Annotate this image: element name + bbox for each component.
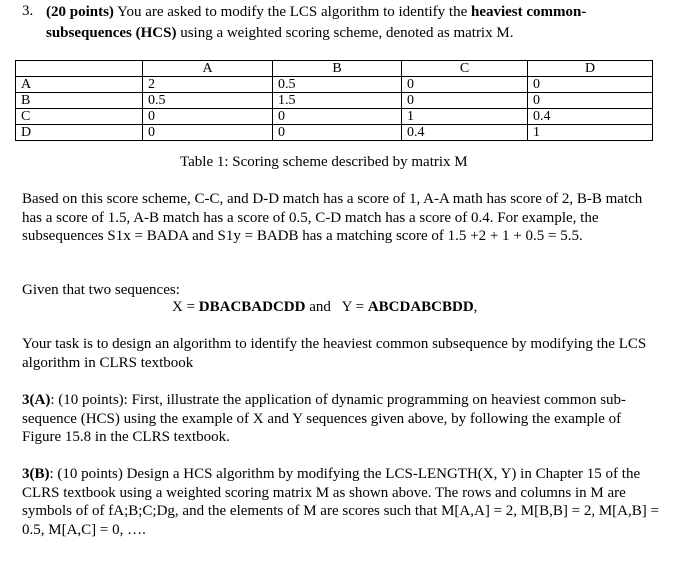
part-a-label: 3(A): [22, 392, 51, 408]
table-cell: 0: [528, 93, 653, 109]
problem-intro-text: You are asked to modify the LCS algorithm to identify the: [113, 4, 471, 20]
table-cell: 0.5: [273, 77, 402, 93]
scoring-matrix-table: [15, 60, 653, 141]
part-b-text: : (10 points) Design a HCS algorithm by modifying the LCS-LENGTH(X, Y) in Chapter 15 of the CLRS textbook using a weighted scoring matrix M as shown above. The rows and columns in M are symbols of of fA;B;C;Dg, and the elements of M are scores such that M[A,A] = 2, M[B,B] = 2, M[A,B] = 0.5, M[A,C] = 0, ….: [22, 466, 659, 538]
table-cell: 0: [528, 77, 653, 93]
problem-number: 3.: [22, 3, 34, 19]
problem-intro: [46, 2, 662, 44]
column-header: C: [402, 61, 528, 77]
row-label: D: [16, 125, 143, 141]
task-paragraph: Your task is to design an algorithm to identify the heaviest common subsequence by modifying the LCS algorithm in CLRS textbook: [22, 336, 647, 371]
table-cell: 0: [143, 125, 273, 141]
seq-x-label: X =: [172, 299, 199, 315]
table-row: [16, 125, 653, 141]
table-row: [16, 109, 653, 125]
table-cell: 0.4: [528, 109, 653, 125]
row-label: A: [16, 77, 143, 93]
table-caption: Table 1: Scoring scheme described by matrix M: [180, 154, 468, 170]
table-cell: 0: [273, 109, 402, 125]
table-cell: 2: [143, 77, 273, 93]
table-row: [16, 77, 653, 93]
seq-and: and: [305, 299, 342, 315]
table-header-row: [16, 61, 653, 77]
problem-points: (20 points): [46, 4, 114, 20]
column-header: B: [273, 61, 402, 77]
row-label: B: [16, 93, 143, 109]
column-header: D: [528, 61, 653, 77]
problem-emphasis: heaviest common-subsequences (HCS): [46, 4, 587, 41]
problem-statement: [22, 2, 662, 44]
row-label: C: [16, 109, 143, 125]
seq-y-label: Y =: [341, 299, 368, 315]
seq-end: ,: [473, 299, 478, 315]
score-explanation-paragraph: Based on this score scheme, C-C, and D-D match has a score of 1, A-A math has score of 2, B-B match has a score of 1.5, A-B match has a score of 0.5, C-D match has a score of 0.4. For example, the subsequences S1x = BADA and S1y = BADB has a matching score of 1.5 +2 + 1 + 0.5 = 5.5.: [22, 191, 643, 244]
column-header: A: [143, 61, 273, 77]
table-cell: 0: [402, 93, 528, 109]
part-a-paragraph: [22, 391, 662, 447]
table-cell: 0: [143, 109, 273, 125]
seq-x-value: DBACBADCDD: [198, 299, 306, 315]
part-a-text: : (10 points): First, illustrate the application of dynamic programming on heaviest common sub-sequence (HCS) using the example of X and Y sequences given above, by following the example of Figure 15.8 in the CLRS textbook.: [22, 392, 627, 445]
table-cell: 1: [402, 109, 528, 125]
table-cell: 0: [273, 125, 402, 141]
problem-intro-text-end: using a weighted scoring scheme, denoted as matrix M.: [176, 25, 514, 41]
given-sequences-label: Given that two sequences:: [22, 282, 180, 298]
table-cell: 0: [402, 77, 528, 93]
seq-y-value: ABCDABCBDD: [367, 299, 474, 315]
table-cell: 0.5: [143, 93, 273, 109]
table-cell: 1.5: [273, 93, 402, 109]
table-cell: 1: [528, 125, 653, 141]
table-cell: 0.4: [402, 125, 528, 141]
sequences-line: [172, 298, 477, 316]
part-b-label: 3(B): [22, 466, 50, 482]
table-row: [16, 93, 653, 109]
table-corner-cell: [16, 61, 143, 77]
part-b-paragraph: [22, 465, 662, 539]
